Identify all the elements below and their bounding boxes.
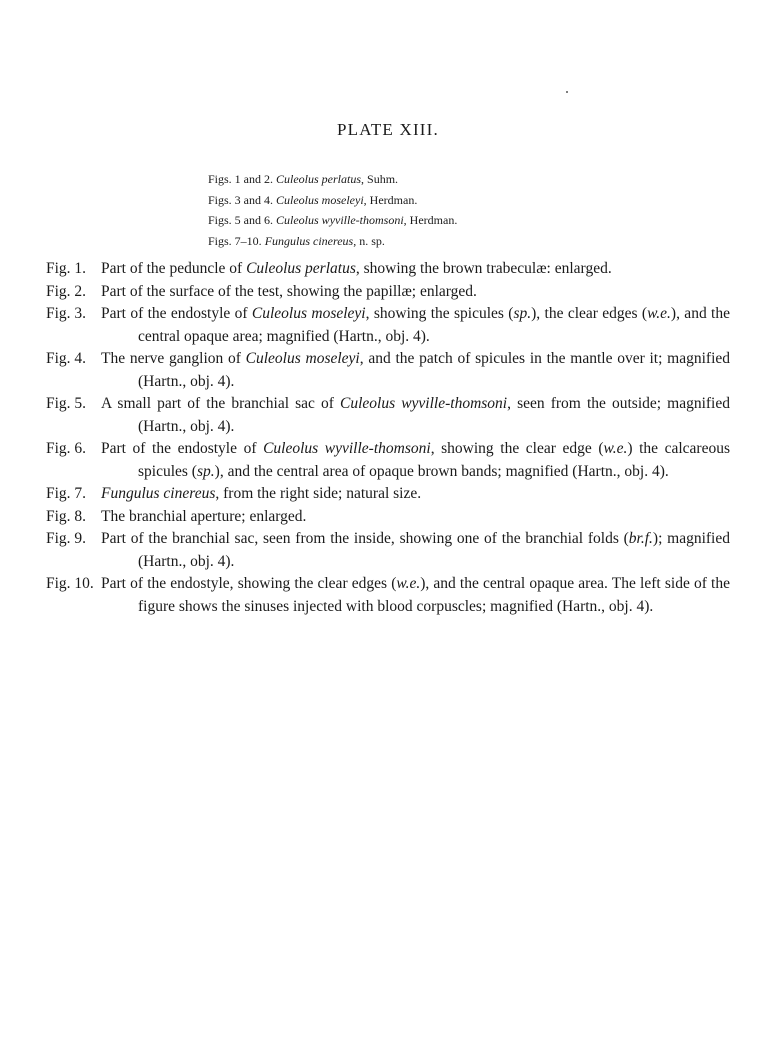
figure-text-run: Part of the endostyle of (101, 440, 264, 457)
figure-entry (46, 506, 730, 529)
figure-text (101, 260, 612, 277)
figure-text-run: , from the right side; natural size. (215, 485, 422, 502)
figure-text-run: , showing the brown trabeculæ: enlarged. (355, 260, 612, 277)
figure-text-italic: br.f. (628, 530, 653, 547)
plate-title: PLATE XIII. (337, 120, 439, 139)
figure-text-run: Part of the surface of the test, showing the papillæ; enlarged. (101, 282, 477, 300)
figure-text-run: The branchial aperture; enlarged. (101, 507, 307, 525)
figure-label: Fig. 5. (46, 395, 87, 412)
figure-text-run: ) the calcareous spicules ( (138, 440, 730, 480)
figure-text-run: ); magnified (Hartn., obj. 4). (138, 530, 730, 570)
figure-entry (46, 348, 730, 393)
figure-label: Fig. 1. (46, 260, 87, 277)
index-line (208, 190, 668, 211)
figure-entry (46, 528, 730, 573)
figure-text-italic: sp. (196, 462, 215, 480)
figure-text-run: ), and the central opaque area. The left side of the figure shows the sinuses injected with blood corpuscles; magnified (Hartn., obj. 4). (138, 575, 730, 615)
figure-text-run: The nerve ganglion of (101, 350, 246, 367)
index-line (208, 169, 668, 190)
index-species: Culeolus moseleyi (276, 192, 364, 207)
figure-text (101, 395, 730, 435)
figure-text-run: A small part of the branchial sac of (101, 395, 340, 412)
figure-text-run: , showing the spicules ( (365, 305, 514, 322)
figure-text-run: Part of the peduncle of (101, 260, 247, 277)
figure-label: Fig. 8. (46, 507, 87, 525)
figure-text-italic: Culeolus perlatus (246, 260, 356, 277)
figure-entry (46, 258, 730, 281)
figure-text-run: , seen from the outside; magnified (Hartn., obj. 4). (138, 395, 730, 435)
figure-text-italic: Culeolus wyville-thomsoni (263, 440, 431, 457)
figure-descriptions (46, 258, 730, 618)
index-author: , Herdman. (403, 213, 458, 227)
index-figs: Figs. 5 and 6. (208, 213, 277, 227)
figure-text (101, 283, 477, 300)
species-index (208, 169, 668, 251)
index-species: Fungulus cinereus (264, 233, 354, 248)
figure-text-run: Part of the branchial sac, seen from the inside, showing one of the branchial folds ( (101, 530, 629, 547)
figure-text-italic: w.e. (603, 440, 628, 457)
figure-text-italic: sp. (513, 305, 532, 322)
figure-text-italic: w.e. (396, 575, 421, 592)
figure-text (101, 575, 730, 615)
figure-label: Fig. 10. (46, 575, 94, 592)
figure-text (101, 440, 730, 480)
figure-entry (46, 573, 730, 618)
index-author: , Herdman. (363, 192, 418, 207)
figure-text-italic: Culeolus wyville-thomsoni (340, 395, 508, 412)
figure-text (101, 305, 730, 345)
index-author: , Suhm. (361, 172, 399, 186)
figure-label: Fig. 7. (46, 485, 87, 502)
figure-text-run: , showing the clear edge ( (430, 440, 604, 457)
figure-entry (46, 281, 730, 304)
index-line (208, 210, 668, 231)
figure-label: Fig. 4. (46, 350, 87, 367)
stray-mark (566, 91, 568, 93)
figure-entry (46, 303, 730, 348)
figure-text-run: Part of the endostyle, showing the clear edges ( (101, 575, 397, 592)
figure-text-run: ), and the central area of opaque brown bands; magnified (Hartn., obj. 4). (214, 462, 669, 480)
figure-text-italic: w.e. (647, 305, 671, 322)
figure-text-italic: Culeolus moseleyi (245, 350, 360, 367)
figure-text (101, 350, 730, 390)
figure-label: Fig. 6. (46, 440, 87, 457)
index-species: Culeolus wyville-thomsoni (276, 213, 404, 227)
figure-entry (46, 393, 730, 438)
figure-text (101, 530, 730, 570)
figure-label: Fig. 3. (46, 305, 87, 322)
figure-text-run: ), the clear edges ( (531, 305, 648, 322)
figure-text-run: , and the patch of spicules in the mantle over it; magnified (Hartn., obj. 4). (138, 350, 731, 390)
figure-text-run: Part of the endostyle of (101, 305, 252, 322)
figure-text-italic: Culeolus moseleyi (251, 305, 366, 322)
figure-entry (46, 483, 730, 506)
index-line (208, 231, 668, 252)
index-figs: Figs. 3 and 4. (208, 192, 277, 207)
figure-text (101, 485, 421, 502)
figure-label: Fig. 2. (46, 282, 87, 300)
index-author: , n. sp. (353, 233, 385, 248)
figure-text-run: ), and the central opaque area; magnified (Hartn., obj. 4). (138, 305, 730, 345)
index-figs: Figs. 1 and 2. (208, 172, 277, 186)
figure-text (101, 508, 306, 525)
figure-entry (46, 438, 730, 483)
index-species: Culeolus perlatus (276, 172, 362, 186)
figure-label: Fig. 9. (46, 530, 87, 547)
figure-text-italic: Fungulus cinereus (101, 485, 216, 502)
index-figs: Figs. 7–10. (208, 233, 265, 248)
